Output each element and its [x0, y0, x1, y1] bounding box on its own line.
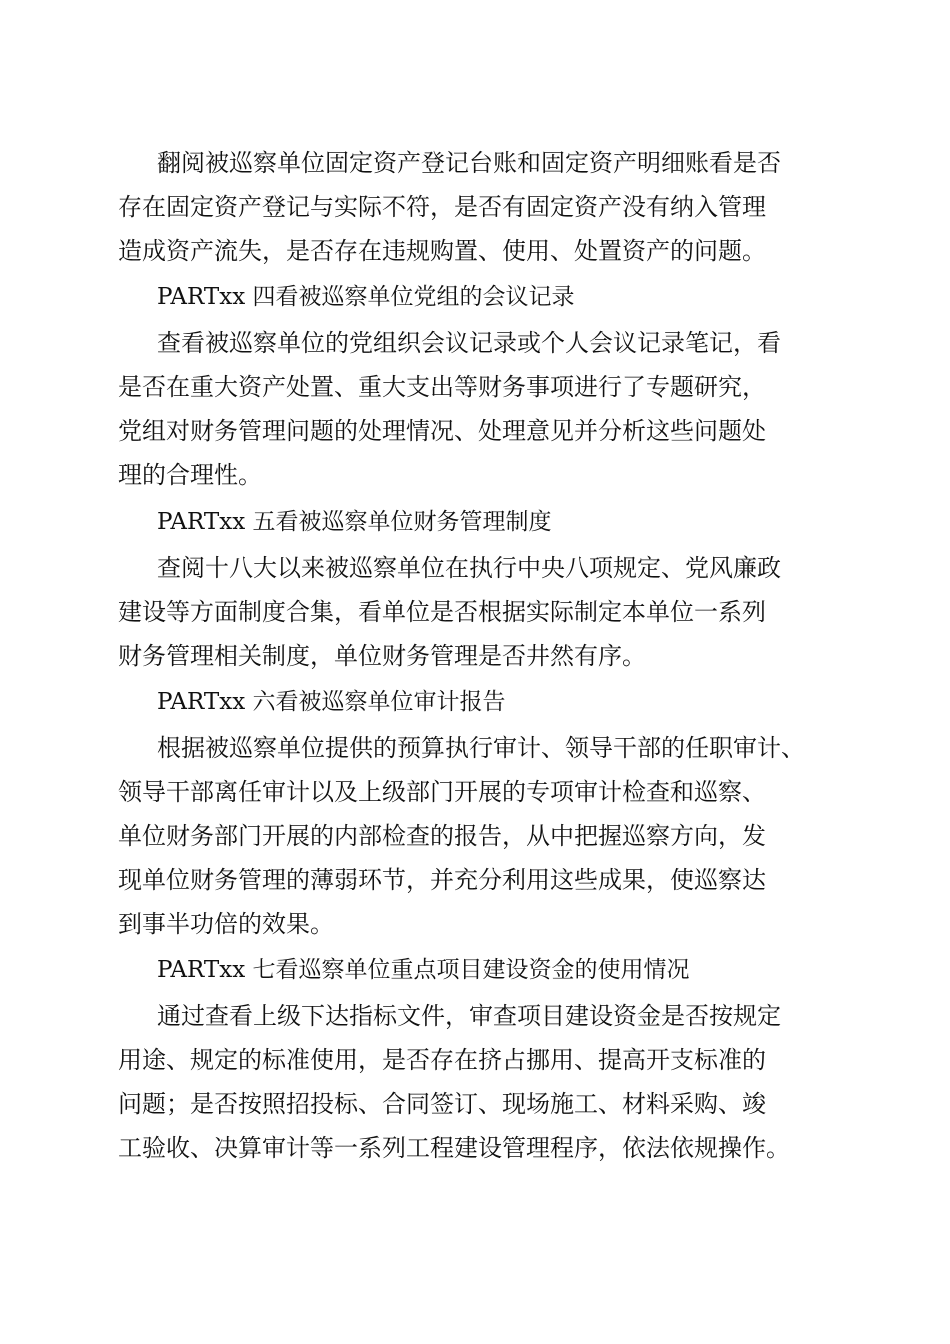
section-heading: PARTxx 六看被巡察单位审计报告	[157, 689, 506, 715]
paragraph-line: 党组对财务管理问题的处理情况、处理意见并分析这些问题处	[118, 417, 766, 445]
paragraph-line: 领导干部离任审计以及上级部门开展的专项审计检查和巡察、	[118, 778, 766, 806]
paragraph-line: 通过查看上级下达指标文件，审查项目建设资金是否按规定	[157, 1002, 781, 1030]
paragraph-line: 单位财务部门开展的内部检查的报告，从中把握巡察方向，发	[118, 822, 766, 850]
paragraph-line: 查看被巡察单位的党组织会议记录或个人会议记录笔记，看	[157, 329, 781, 357]
paragraph-line: 用途、规定的标准使用，是否存在挤占挪用、提高开支标准的	[118, 1046, 766, 1074]
section-heading: PARTxx 五看被巡察单位财务管理制度	[157, 509, 552, 535]
paragraph-line: 造成资产流失，是否存在违规购置、使用、处置资产的问题。	[118, 237, 766, 265]
paragraph-line: 存在固定资产登记与实际不符，是否有固定资产没有纳入管理	[118, 193, 766, 221]
paragraph-line: 工验收、决算审计等一系列工程建设管理程序，依法依规操作。	[118, 1134, 790, 1162]
paragraph-line: 是否在重大资产处置、重大支出等财务事项进行了专题研究，	[118, 373, 766, 401]
paragraph-line: 翻阅被巡察单位固定资产登记台账和固定资产明细账看是否	[157, 149, 781, 177]
section-heading: PARTxx 七看巡察单位重点项目建设资金的使用情况	[157, 957, 690, 983]
paragraph-line: 现单位财务管理的薄弱环节，并充分利用这些成果，使巡察达	[118, 866, 766, 894]
paragraph-line: 理的合理性。	[118, 461, 262, 489]
paragraph-line: 问题；是否按照招投标、合同签订、现场施工、材料采购、竣	[118, 1090, 766, 1118]
paragraph-line: 查阅十八大以来被巡察单位在执行中央八项规定、党风廉政	[157, 554, 781, 582]
section-heading: PARTxx 四看被巡察单位党组的会议记录	[157, 284, 575, 310]
paragraph-line: 到事半功倍的效果。	[118, 910, 334, 938]
paragraph-line: 财务管理相关制度，单位财务管理是否井然有序。	[118, 642, 646, 670]
paragraph-line: 根据被巡察单位提供的预算执行审计、领导干部的任职审计、	[157, 734, 805, 762]
paragraph-line: 建设等方面制度合集，看单位是否根据实际制定本单位一系列	[118, 598, 766, 626]
